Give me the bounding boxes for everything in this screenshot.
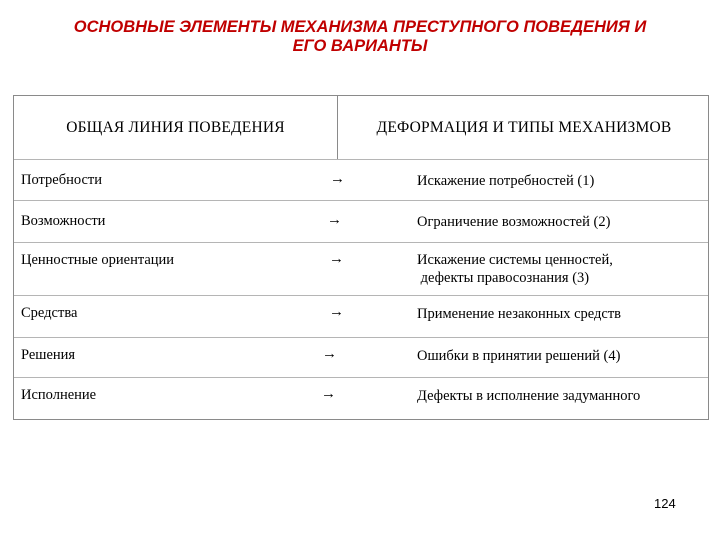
row-deformation [417, 213, 610, 231]
row-deformation [417, 305, 621, 323]
row-deformation-line-1: Дефекты в исполнение задуманного [417, 388, 641, 404]
row-deformation-line-2: дефекты правосознания (3) [417, 270, 590, 286]
table-row [14, 159, 708, 201]
table-row [14, 200, 708, 243]
row-deformation [417, 251, 613, 287]
arrow-right-icon: → [322, 346, 337, 362]
row-deformation [417, 347, 620, 365]
slide-title-line-2: ЕГО ВАРИАНТЫ [292, 37, 428, 55]
row-deformation [417, 387, 640, 405]
arrow-right-icon: → [327, 212, 342, 228]
table-row [14, 295, 708, 338]
table-row [14, 377, 708, 420]
row-element: Ценностные ориентации [21, 252, 175, 268]
header-general-behavior-line: ОБЩАЯ ЛИНИЯ ПОВЕДЕНИЯ [66, 118, 285, 136]
row-element: Потребности [21, 172, 103, 188]
header-deformation-types: ДЕФОРМАЦИЯ И ТИПЫ МЕХАНИЗМОВ [376, 118, 672, 136]
arrow-right-icon: → [329, 304, 344, 320]
row-deformation-line-1: Ограничение возможностей (2) [417, 214, 611, 230]
row-deformation-line-1: Ошибки в принятии решений (4) [417, 348, 621, 364]
row-deformation-line-1: Применение незаконных средств [417, 306, 622, 322]
row-element: Исполнение [21, 387, 97, 403]
slide-title-line-1: ОСНОВНЫЕ ЭЛЕМЕНТЫ МЕХАНИЗМА ПРЕСТУПНОГО ПОВЕДЕНИЯ И [73, 18, 647, 36]
row-deformation-line-1: Искажение системы ценностей, [417, 252, 613, 268]
row-element: Средства [21, 305, 78, 321]
arrow-right-icon: → [321, 386, 336, 402]
row-element: Решения [21, 347, 76, 363]
arrow-right-icon: → [329, 251, 344, 267]
arrow-right-icon: → [330, 171, 345, 187]
behavior-mechanism-table [13, 95, 709, 420]
row-deformation [417, 172, 594, 190]
row-element: Возможности [21, 213, 106, 229]
table-row [14, 242, 708, 296]
row-deformation-line-1: Искажение потребностей (1) [417, 173, 595, 189]
slide-title [0, 18, 720, 56]
page-number: 124 [654, 496, 676, 511]
table-row [14, 337, 708, 378]
